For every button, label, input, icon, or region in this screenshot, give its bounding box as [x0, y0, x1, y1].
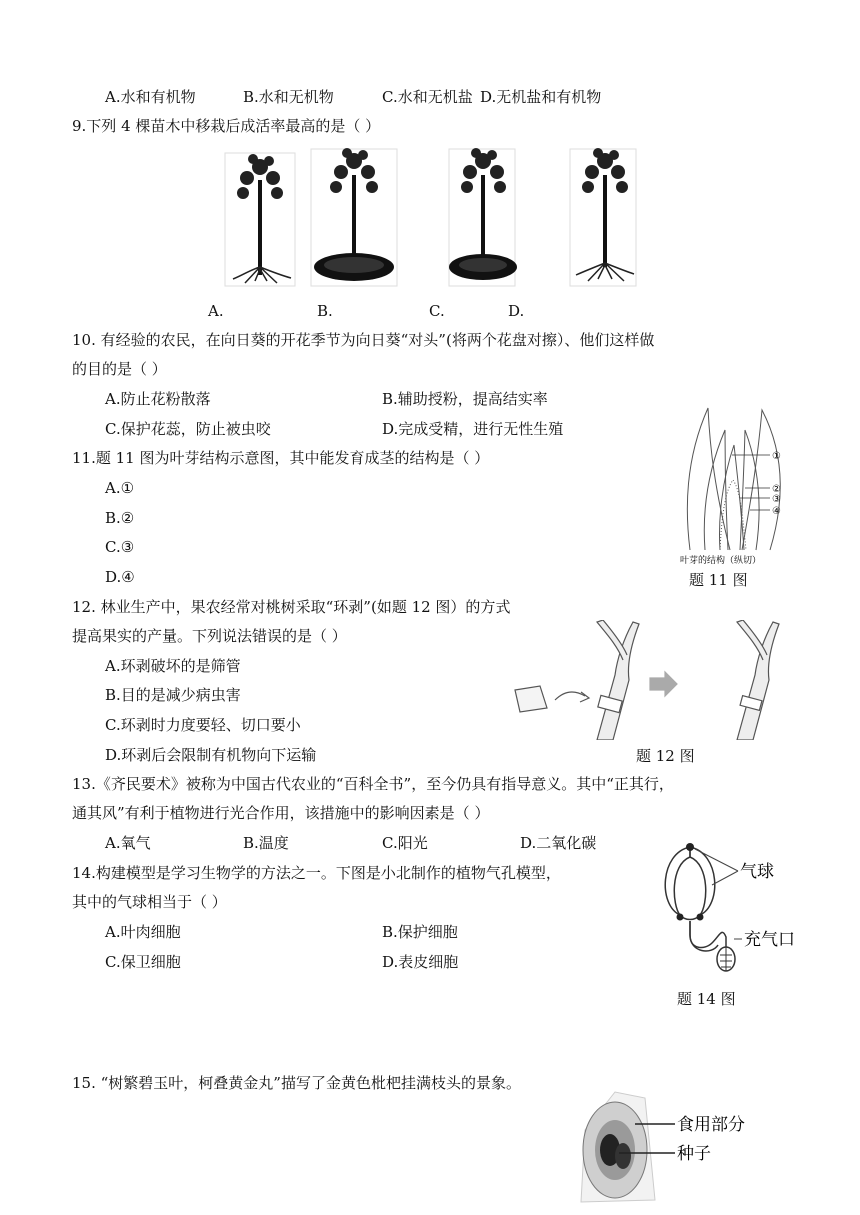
q11-option-c: C.③: [105, 538, 135, 556]
q9-label-d: D.: [508, 302, 525, 320]
girdling-figure: [505, 620, 795, 740]
leaf-bud-label-2: ②: [772, 484, 781, 495]
q13-stem-line1: 13.《齐民要术》被称为中国古代农业的“百科全书”，至今仍具有指导意义。其中“正其行，: [72, 775, 674, 793]
q10-option-b: B.辅助授粉，提高结实率: [382, 390, 548, 408]
q10-option-d: D.完成受精，进行无性生殖: [382, 420, 564, 438]
q15-stem: 15. “树繁碧玉叶，柯叠黄金丸”描写了金黄色枇杷挂满枝头的景象。: [72, 1074, 521, 1092]
q11-caption: 题 11 图: [689, 571, 748, 589]
q13-option-d: D.二氧化碳: [520, 834, 597, 852]
q9-label-c: C.: [429, 302, 445, 320]
seedling-d-image: [570, 148, 636, 286]
q12-stem-line2: 提高果实的产量。下列说法错误的是（ ）: [72, 627, 347, 645]
q8-option-c: C.水和无机盐: [382, 88, 473, 106]
q12-option-b: B.目的是减少病虫害: [105, 686, 241, 704]
q14-option-b: B.保护细胞: [382, 923, 458, 941]
q12-stem-line1: 12. 林业生产中，果农经常对桃树采取“环剥”(如题 12 图）的方式: [72, 598, 511, 616]
q11-option-d: D.④: [105, 568, 135, 586]
q12-caption: 题 12 图: [636, 747, 695, 765]
q14-option-a: A.叶肉细胞: [105, 923, 181, 941]
q12-option-c: C.环剥时力度要轻、切口要小: [105, 716, 301, 734]
q14-option-d: D.表皮细胞: [382, 953, 459, 971]
leaf-bud-figure: [670, 400, 820, 568]
q14-option-c: C.保卫细胞: [105, 953, 181, 971]
q13-option-b: B.温度: [243, 834, 289, 852]
q13-option-a: A.氧气: [105, 834, 151, 852]
loquat-figure: [575, 1090, 765, 1205]
seedling-c-image: [449, 148, 517, 286]
q9-stem: 9.下列 4 棵苗木中移栽后成活率最高的是（ ）: [72, 117, 381, 135]
q11-option-b: B.②: [105, 509, 135, 527]
q13-option-c: C.阳光: [382, 834, 428, 852]
q10-stem-line2: 的目的是（ ）: [72, 360, 167, 378]
q12-option-a: A.环剥破坏的是筛管: [105, 657, 241, 675]
seedling-b-image: [311, 148, 397, 286]
leaf-bud-subcaption: 叶芽的结构（纵切）: [680, 556, 762, 566]
q9-label-a: A.: [208, 302, 224, 320]
q8-option-d: D.无机盐和有机物: [480, 88, 602, 106]
q14-stem-line1: 14.构建模型是学习生物学的方法之一。下图是小北制作的植物气孔模型，: [72, 864, 561, 882]
stoma-model-figure: [650, 835, 810, 980]
loquat-label-edible: 食用部分: [677, 1115, 745, 1135]
q9-seedlings-figure: [215, 145, 645, 290]
leaf-bud-label-1: ①: [772, 451, 781, 462]
stoma-label-inlet: 充气口: [744, 930, 795, 950]
leaf-bud-label-4: ④: [772, 506, 781, 517]
q14-caption: 题 14 图: [677, 990, 736, 1008]
leaf-bud-label-3: ③: [772, 494, 781, 505]
q10-stem-line1: 10. 有经验的农民，在向日葵的开花季节为向日葵“对头”(将两个花盘对擦）、他们这样做: [72, 331, 655, 349]
q9-label-b: B.: [317, 302, 333, 320]
stoma-label-balloon: 气球: [740, 862, 774, 882]
seedling-a-image: [225, 153, 295, 286]
loquat-label-seed: 种子: [677, 1144, 711, 1164]
q13-stem-line2: 通其风”有利于植物进行光合作用，该措施中的影响因素是（ ）: [72, 804, 490, 822]
q8-option-b: B.水和无机物: [243, 88, 334, 106]
q11-stem: 11.题 11 图为叶芽结构示意图，其中能发育成茎的结构是（ ）: [72, 449, 490, 467]
q8-option-a: A.水和有机物: [105, 88, 196, 106]
q10-option-c: C.保护花蕊，防止被虫咬: [105, 420, 271, 438]
q11-option-a: A.①: [105, 479, 135, 497]
q14-stem-line2: 其中的气球相当于（ ）: [72, 893, 227, 911]
q12-option-d: D.环剥后会限制有机物向下运输: [105, 746, 317, 764]
q10-option-a: A.防止花粉散落: [105, 390, 211, 408]
